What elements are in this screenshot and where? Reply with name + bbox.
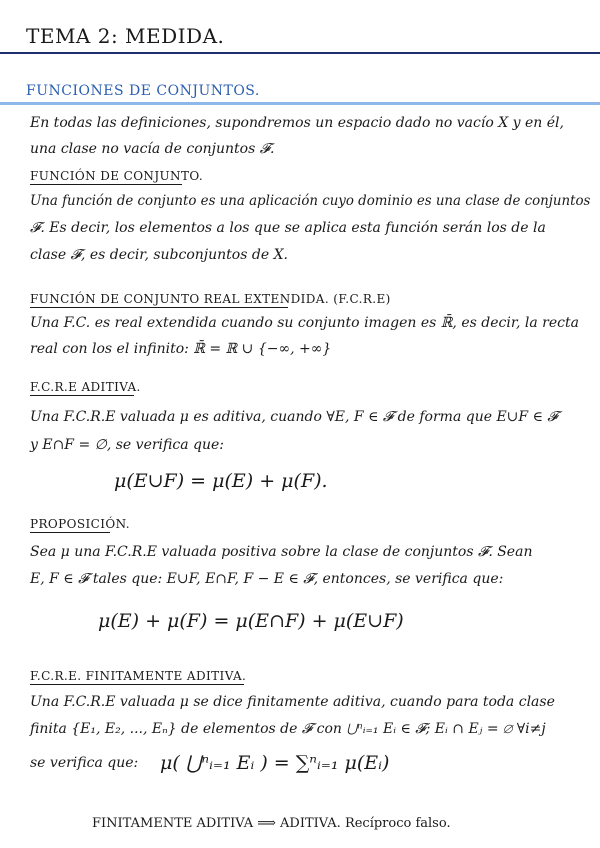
- heading-underline: [30, 684, 244, 685]
- definition-line: Una F.C.R.E valuada μ se dice finitamente aditiva, cuando para toda clase: [30, 694, 555, 710]
- heading-fcre: FUNCIÓN DE CONJUNTO REAL EXTENDIDA. (F.C.R.E): [30, 292, 391, 306]
- section-divider: [0, 102, 600, 105]
- definition-line: clase 𝓕, es decir, subconjuntos de X.: [30, 247, 288, 263]
- formula-finitamente-aditiva: μ( ⋃ⁿᵢ₌₁ Eᵢ ) = ∑ⁿᵢ₌₁ μ(Eᵢ): [160, 752, 390, 774]
- heading-underline: [30, 184, 182, 185]
- intro-line: una clase no vacía de conjuntos 𝓕.: [30, 141, 275, 157]
- section-title: FUNCIONES DE CONJUNTOS.: [26, 83, 260, 99]
- heading-finitamente-aditiva: F.C.R.E. FINITAMENTE ADITIVA.: [30, 669, 247, 683]
- page-title: TEMA 2: MEDIDA.: [26, 24, 225, 48]
- formula-proposicion: μ(E) + μ(F) = μ(E∩F) + μ(E∪F): [98, 610, 404, 632]
- conclusion: FINITAMENTE ADITIVA ⟹ ADITIVA. Recíproco falso.: [92, 816, 451, 831]
- definition-line: se verifica que:: [30, 755, 139, 771]
- formula-aditiva: μ(E∪F) = μ(E) + μ(F).: [114, 470, 328, 492]
- proposition-line: Sea μ una F.C.R.E valuada positiva sobre la clase de conjuntos 𝓕. Sean: [30, 544, 533, 560]
- heading-underline: [30, 532, 110, 533]
- definition-line: Una F.C. es real extendida cuando su conjunto imagen es ℝ̄, es decir, la recta: [30, 315, 579, 331]
- heading-underline: [30, 307, 288, 308]
- heading-aditiva: F.C.R.E ADITIVA.: [30, 380, 141, 394]
- definition-line: y E∩F = ∅, se verifica que:: [30, 437, 224, 453]
- heading-underline: [30, 395, 134, 396]
- definition-line: finita {E₁, E₂, ..., Eₙ} de elementos de 𝓕 con ⋃ⁿᵢ₌₁ Eᵢ ∈ 𝓕; Eᵢ ∩ Eⱼ = ∅ ∀i≠j: [30, 721, 546, 737]
- heading-proposicion: PROPOSICIÓN.: [30, 517, 130, 531]
- definition-line: real con los el infinito: ℝ̄ = ℝ ∪ {−∞, +∞}: [30, 341, 332, 357]
- heading-funcion-conjunto: FUNCIÓN DE CONJUNTO.: [30, 169, 204, 183]
- definition-line: Una función de conjunto es una aplicación cuyo dominio es una clase de conjuntos: [30, 193, 591, 209]
- proposition-line: E, F ∈ 𝓕 tales que: E∪F, E∩F, F − E ∈ 𝓕, entonces, se verifica que:: [30, 571, 504, 587]
- title-divider: [0, 52, 600, 54]
- definition-line: 𝓕. Es decir, los elementos a los que se aplica esta función serán los de la: [30, 220, 546, 236]
- definition-line: Una F.C.R.E valuada μ es aditiva, cuando ∀E, F ∈ 𝓕 de forma que E∪F ∈ 𝓕: [30, 409, 558, 425]
- intro-line: En todas las definiciones, supondremos un espacio dado no vacío X y en él,: [30, 115, 564, 131]
